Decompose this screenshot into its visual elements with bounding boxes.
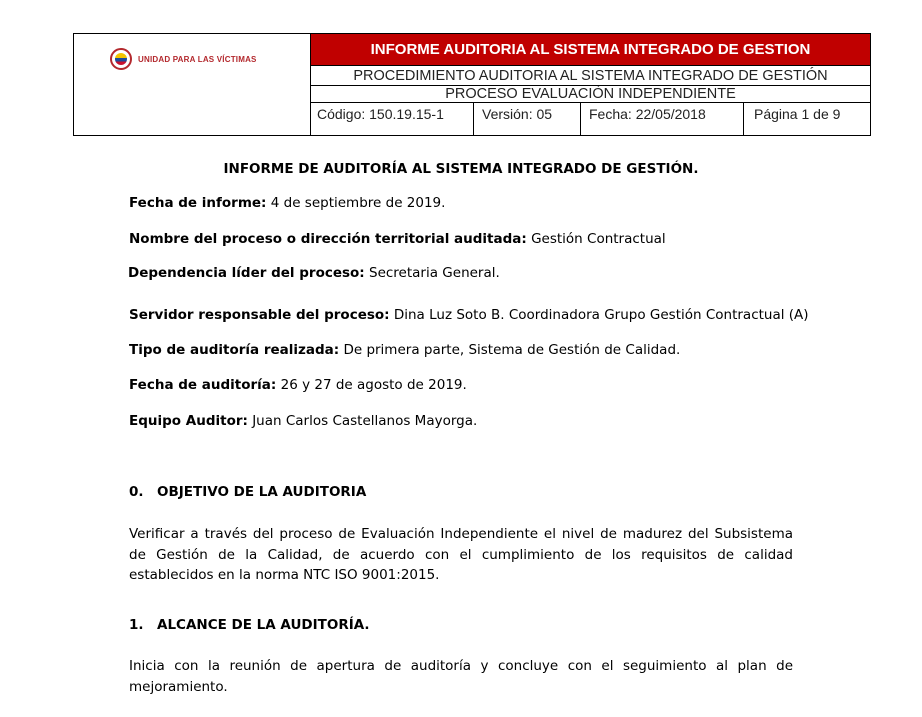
field-process-name <box>129 231 666 247</box>
field-label: Dependencia líder del proceso: <box>128 265 365 281</box>
field-value: Juan Carlos Castellanos Mayorga. <box>247 413 478 429</box>
section-heading-objective <box>129 484 366 500</box>
document-header <box>73 33 871 136</box>
section-heading-scope <box>129 617 370 633</box>
field-value: 4 de septiembre de 2019. <box>266 195 446 211</box>
document-title: INFORME DE AUDITORÍA AL SISTEMA INTEGRADO DE GESTIÓN. <box>223 161 699 177</box>
field-value: Gestión Contractual <box>526 231 666 247</box>
field-label: Fecha de informe: <box>129 195 267 211</box>
document-metadata-row <box>311 103 870 135</box>
field-label: Fecha de auditoría: <box>129 377 277 393</box>
section-text-scope: Inicia con la reunión de apertura de auditoría y concluye con el seguimiento al plan de mejoramiento. <box>129 658 793 695</box>
document-code: Código: 150.19.15-1 <box>311 103 474 135</box>
field-value: De primera parte, Sistema de Gestión de Calidad. <box>339 342 681 358</box>
logo-cell <box>74 34 311 135</box>
field-label: Nombre del proceso o dirección territorial auditada: <box>129 231 527 247</box>
field-value: 26 y 27 de agosto de 2019. <box>276 377 467 393</box>
field-audit-team <box>129 413 477 429</box>
procedure-name: PROCEDIMIENTO AUDITORIA AL SISTEMA INTEGRADO DE GESTIÓN <box>311 66 870 86</box>
document-date: Fecha: 22/05/2018 <box>581 103 744 135</box>
section-title: ALCANCE DE LA AUDITORÍA. <box>157 617 370 633</box>
field-audit-type <box>129 342 680 358</box>
report-title-banner: INFORME AUDITORIA AL SISTEMA INTEGRADO DE GESTION <box>311 34 870 66</box>
section-text-objective: Verificar a través del proceso de Evaluación Independiente el nivel de madurez del Subsistema de Gestión de la Calidad, de acuerdo con el cumplimiento de los requisitos de calidad establecidos en la norma NTC ISO 9001:2015. <box>129 526 793 583</box>
field-label: Equipo Auditor: <box>129 413 248 429</box>
field-audit-date <box>129 377 467 393</box>
coat-of-arms-icon <box>110 48 132 70</box>
field-label: Tipo de auditoría realizada: <box>129 342 340 358</box>
field-label: Servidor responsable del proceso: <box>129 307 390 323</box>
field-value: Secretaria General. <box>364 265 500 281</box>
section-number: 1. <box>129 617 144 633</box>
field-lead-dependency <box>128 265 500 281</box>
process-name: PROCESO EVALUACIÒN INDEPENDIENTE <box>311 86 870 103</box>
section-number: 0. <box>129 484 144 500</box>
section-title: OBJETIVO DE LA AUDITORIA <box>157 484 367 500</box>
page-number: Página 1 de 9 <box>754 106 841 122</box>
field-value: Dina Luz Soto B. Coordinadora Grupo Gestión Contractual (A) <box>389 307 809 323</box>
field-report-date <box>129 195 445 211</box>
document-version: Versión: 05 <box>474 103 581 135</box>
field-responsible-officer <box>129 307 809 323</box>
logo-text: UNIDAD PARA LAS VÍCTIMAS <box>138 54 257 64</box>
organization-logo <box>110 48 257 70</box>
